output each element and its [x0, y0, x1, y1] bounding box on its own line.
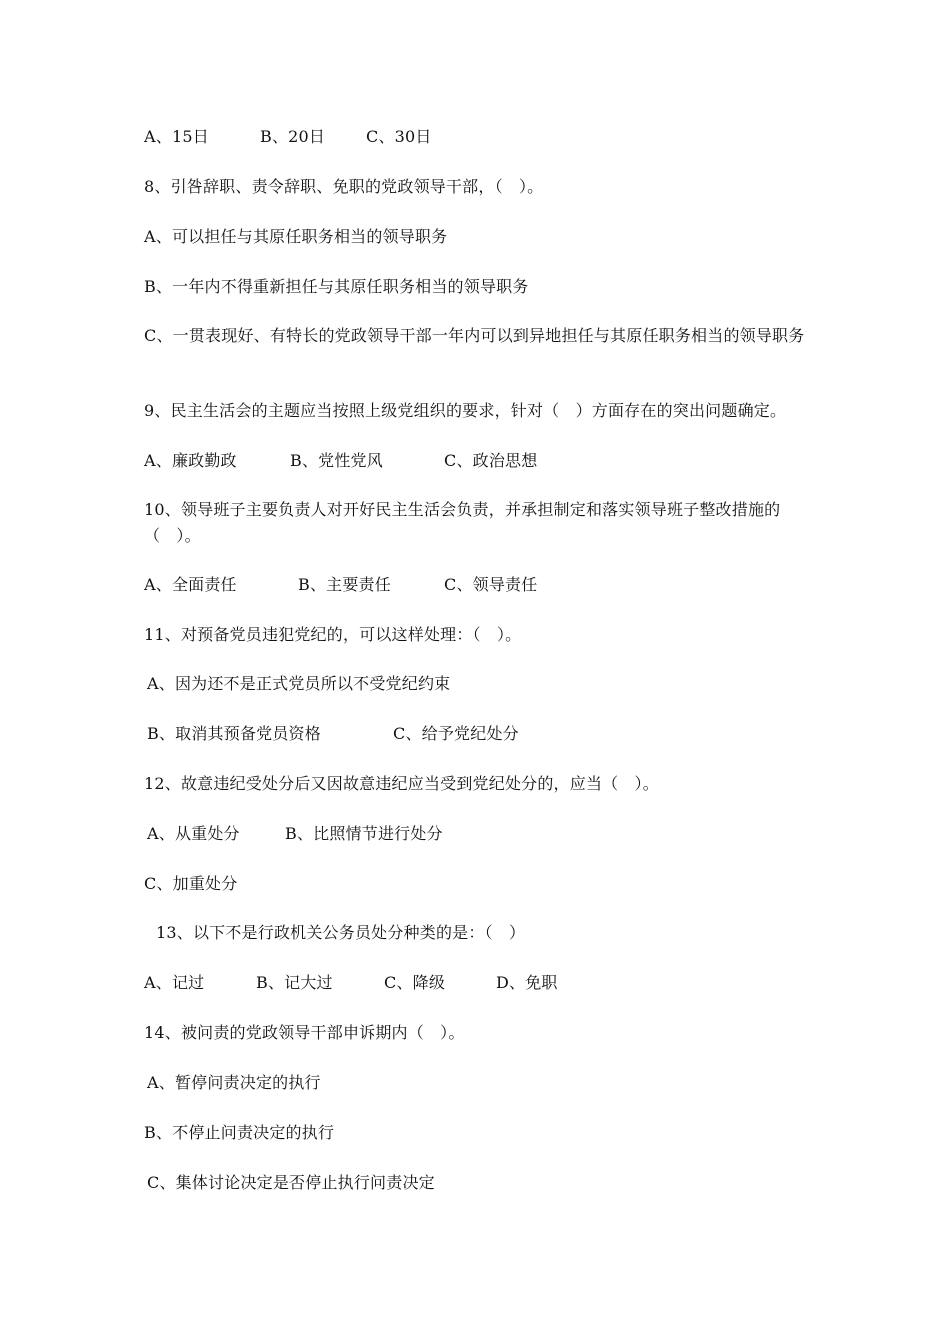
question-14-option-a: A、暂停问责决定的执行 [147, 1073, 321, 1092]
question-8-option-b: B、一年内不得重新担任与其原任职务相当的领导职务 [144, 277, 529, 296]
option-b: B、20日 [260, 127, 326, 146]
options-row-q11 [147, 721, 519, 747]
option-a: A、从重处分 [147, 824, 240, 843]
option-a: A、15日 [144, 127, 209, 146]
question-8-option-c: C、一贯表现好、有特长的党政领导干部一年内可以到异地担任与其原任职务相当的领导职务 [144, 326, 805, 345]
option-c: C、领导责任 [444, 575, 538, 594]
question-14-option-b: B、不停止问责决定的执行 [144, 1123, 335, 1142]
question-12-option-c: C、加重处分 [144, 874, 238, 893]
question-8: 8、引咎辞职、责令辞职、免职的党政领导干部，（ ）。 [144, 177, 544, 196]
options-row-q10 [144, 572, 538, 598]
option-c: C、30日 [366, 127, 432, 146]
option-a: A、记过 [144, 973, 205, 992]
option-b: B、比照情节进行处分 [285, 824, 443, 843]
options-row-q13 [144, 970, 558, 996]
question-14: 14、被问责的党政领导干部申诉期内（ ）。 [144, 1023, 465, 1042]
option-c: C、降级 [384, 973, 446, 992]
option-b: B、记大过 [256, 973, 333, 992]
option-a: A、廉政勤政 [144, 451, 237, 470]
options-row-q9 [144, 448, 538, 474]
question-8-option-a: A、可以担任与其原任职务相当的领导职务 [144, 227, 448, 246]
question-9: 9、民主生活会的主题应当按照上级党组织的要求，针对（ ）方面存在的突出问题确定。 [144, 401, 787, 420]
question-12: 12、故意违纪受处分后又因故意违纪应当受到党纪处分的，应当（ ）。 [144, 774, 659, 793]
question-11: 11、对预备党员违犯党纪的，可以这样处理：（ ）。 [144, 625, 522, 644]
option-b: B、取消其预备党员资格 [147, 724, 321, 743]
question-10: 10、领导班子主要负责人对开好民主生活会负责，并承担制定和落实领导班子整改措施的（ ）。 [144, 500, 781, 545]
question-11-option-a: A、因为还不是正式党员所以不受党纪约束 [147, 674, 451, 693]
options-row-q12 [147, 821, 443, 847]
question-14-option-c: C、集体讨论决定是否停止执行问责决定 [147, 1173, 435, 1192]
option-c: C、给予党纪处分 [393, 724, 519, 743]
option-d: D、免职 [496, 973, 558, 992]
option-c: C、政治思想 [444, 451, 538, 470]
question-13: 13、以下不是行政机关公务员处分种类的是：（ ） [156, 923, 526, 942]
options-row-q7 [144, 124, 432, 150]
option-b: B、主要责任 [298, 575, 391, 594]
option-b: B、党性党风 [290, 451, 383, 470]
option-a: A、全面责任 [144, 575, 237, 594]
